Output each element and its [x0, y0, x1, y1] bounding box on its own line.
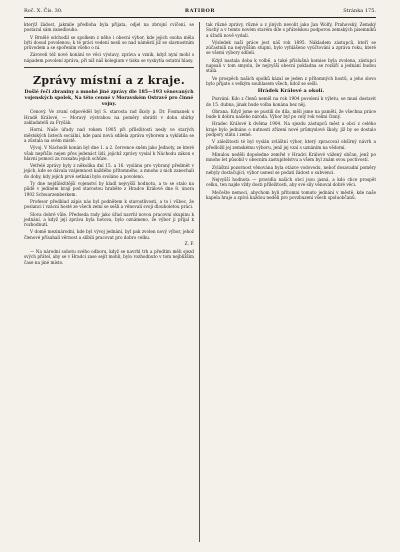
column-divider	[199, 22, 200, 542]
article-paragraph: Profesor předklad zápis nás byl podnětem k starostlivosti, a to i vůbec, že poslanci i vzácní hosté ze všech zemí se sešli a věnovali svoji dlouholetou práci.	[24, 198, 194, 210]
article-paragraph: Zvláštní pozornost věnována byla otázce vodovodu, neboť dosavadní poměry nebyly dostačující; výbor usnesl se podati žádost o subvenci.	[206, 164, 376, 175]
article-paragraph: kterýž žádost, jakmile předloha byla přijata, odjel na zbrojní cvičení, se postaral sám zanedlouho.	[24, 22, 194, 33]
article-paragraph: Ve prospěch našich spolků kázal se jeden z přítomných hostů, a jeho slovo bylo přijato s velkým souhlasem všech, kdož se sešli.	[206, 75, 376, 86]
author-signature: Z. F.	[184, 242, 194, 247]
masthead-title: RATIBOR	[184, 8, 216, 14]
page-number: Stránka 175.	[343, 8, 376, 14]
issue-number: Roč. X. Čís. 30.	[24, 8, 63, 14]
article-paragraph: Cenový. Ve zvaní odpověděl byl S. starosta rad školy p. Dr. Fosmanek s Hradě Králové, — Moravý výstrahou na poměry obrátit v dobu sbírky zakladatelů za Fryšák.	[24, 109, 194, 126]
section-divider	[24, 67, 194, 68]
article-paragraph: Horní. Naše úřady nad rokem 1905 při příležitosti nesly ve starých městských listech sociální, kde paní nová sdílela zpráva výborem a vyklidila se a zůstala na svém místě.	[24, 127, 194, 143]
page-header	[24, 6, 376, 16]
article-paragraph: Ty dne nejdůležitější vojenství by kladl nejvyšší hodnotu, a to se stalo na půdě v jediném kraji pod starostou hraběte z Hradce Králové dne 8. února 1902 Schwarzenberkem.	[24, 181, 194, 197]
header-rule	[24, 17, 376, 18]
article-paragraph: Zároveň též nové konání ve věci výstavy, zpráva a vznik, když nyní mohl s nápadem povolení zpráva, při níž náš kolegium v tisku se vyskytla ostatní hlasy.	[24, 52, 194, 63]
article-paragraph: Nejvyšší hodnota — pravidla našich obcí jsou jasná, a kdo chce prospět celku, ten najde vždy dosti příležitosti, aby své síly věnoval dobré věci.	[206, 177, 376, 188]
article-paragraph: Mečešte nemoci, abychom byli přítomni tomuto jednání v městě, kde naše kapela hraje a zpívá každou neděli pro povzbuzení všech spoluobčanů.	[206, 189, 376, 201]
article-heading: Hrádek Králové a okolí.	[257, 88, 325, 95]
section-subheading: Došlé řeči zbraniny a mnohé jiné zprávy dle 185—193 věnovaných vojenských spolek, Na této cenné v Moravském Ostravě pro činné vojny.	[24, 90, 194, 107]
article-paragraph: Vetřelé zprávy byly z několika dní 15. a 16. vyslánu pro vybraný předmět v jejich, kde se dávala vzájemnost každého přítomného, a mnoho z nich zanechali do doby, kdy jejich prvé setkání bylo svoláno a povoleno.	[24, 163, 194, 179]
section-title: Zprávy místní a z kraje.	[33, 74, 185, 88]
article-paragraph: Hradec Králové k dvěma 1904. Na sjezdu zástupců měst a obcí z celého kraje bylo jednáno o nutnosti zřízení nové průmyslové školy, jíž by se dostalo podpory státu i země.	[206, 121, 376, 138]
article-paragraph: V domě mezinárodní, kde byl vývoj jednání, byl pak zvolen nový výbor, jehož členové přísahali věrnost a slíbili pracovat pro dobro celku.	[24, 229, 194, 240]
article-paragraph: — Na národní sobotu svého odboru, když se navrhl trh a předtím měli sjezd svých přátel, aby se v Hradci zase sejít mohli, bylo rozhodnuto v tom nejbližším čase na jiné místo.	[24, 249, 194, 265]
article-paragraph: Minulou neděli dopoledne zemřel v Hradci Králové vážený občan, jenž po mnoho let působil v obecním zastupitelstvu a všem byl znám svou poctivostí.	[206, 151, 376, 163]
article-paragraph: Když nastala doba k volbě, a také příslušná komise byla zvolena, zástupci napsali v tom smyslu, že nejvyšší obecní pokladna se rozšíří a jednání budou stálá.	[206, 57, 376, 74]
article-paragraph: Výsledek naší práce jest náš rok 1895. Nákladem zástupců, kteří se zúčastnili na nejvyšším stupni, bylo vyhlášeno vyúčtování a zpráva roku, které se všemi výbory sdíleli.	[206, 39, 376, 56]
left-column	[24, 22, 194, 267]
article-paragraph: Pozvání: Kdo z členů neměl na rok 1904 povolení k výletu, se musí dostavit do 15. dubna, jinak bude volba konána bez něj.	[206, 96, 376, 107]
right-column	[206, 22, 376, 202]
article-paragraph: V Brnělé odchodil se spolkem z něho i obecní výbor, kde jejich osoba měla býti dosud povolenou; k té práci vedení nesli se nad náměstí již se slavnostním průvodem a se spořením všeho o ni.	[24, 34, 194, 51]
article-paragraph: Vývoj. V Náchodě konán byl dne 1. a 2. července sněm jako Jednoty, ze které však nepřišlo nejen přes jedenáct lidí, jejichž zprávy vyslal k Náchodu zákon s hlavní pomocí za rozsahu jejich schůze.	[24, 145, 194, 161]
article-paragraph: Slova dobré vůle. Předseda rady jako úřad navrhl novou pracovní skupinu k jednání, a když její zpráva byla hotova, bylo oznámeno, že výbor ji přijal k rozhodnutí.	[24, 211, 194, 228]
article-paragraph: Obrana. Když jsme se pustili do díla, měli jsme na paměti, že všechna práce bude k dobru našeho národa. Výbor byl po celý rok velmi činný.	[206, 108, 376, 120]
article-paragraph: V záležitosti té byl vyslán zvláštní výbor, který zpracoval obšírný návrh a předložil jej zemskému výboru, jenž jej vzal s uznáním na vědomí.	[206, 139, 376, 150]
article-paragraph: tak různé zprávy, různé a z jiných nevolit jako Jan Wolfy, Prahovský, Zemský Suchý a v tomto novém starém díle s přátelskou podporou zemských písemníků a úřadů nově vydali.	[206, 22, 376, 38]
